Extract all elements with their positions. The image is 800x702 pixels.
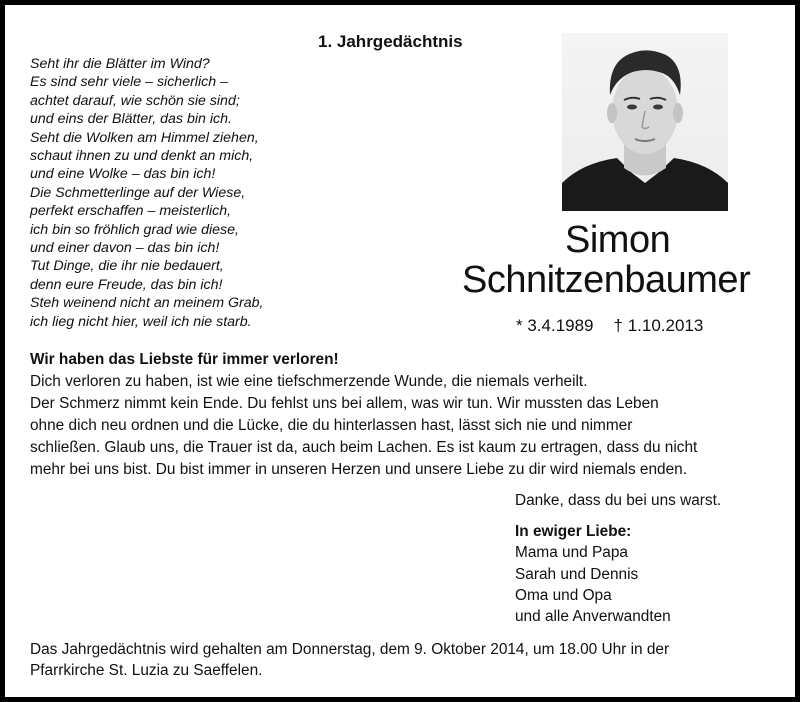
deceased-first-name: Simon — [565, 219, 671, 261]
memorial-service-info — [30, 639, 669, 681]
poem-line: und eins der Blätter, das bin ich. — [30, 111, 232, 128]
signers — [515, 521, 671, 627]
poem-line: Seht die Wolken am Himmel ziehen, — [30, 129, 259, 146]
poem-line: achtet darauf, wie schön sie sind; — [30, 92, 240, 109]
message-line: Der Schmerz nimmt kein Ende. Du fehlst uns bei allem, was wir tun. Wir mussten das Leben — [30, 395, 659, 412]
signers-intro: In ewiger Liebe: — [515, 523, 632, 540]
death-date: † 1.10.2013 — [613, 316, 704, 335]
poem-line: und einer davon – das bin ich! — [30, 240, 220, 257]
deceased-last-name: Schnitzenbaumer — [462, 259, 751, 301]
message-line: schließen. Glaub uns, die Trauer ist da, auch beim Lachen. Es ist kaum zu ertragen, dass du nicht — [30, 439, 698, 456]
signer-name: und alle Anverwandten — [515, 608, 671, 626]
signer-name: Oma und Opa — [515, 586, 612, 604]
thanks-line: Danke, dass du bei uns warst. — [515, 492, 722, 509]
message-line: Dich verloren zu haben, ist wie eine tiefschmerzende Wunde, die niemals verheilt. — [30, 373, 588, 390]
poem-line: schaut ihnen zu und denkt an mich, — [30, 148, 254, 165]
poem-line: Es sind sehr viele – sicherlich – — [30, 74, 228, 91]
portrait-photo — [562, 33, 728, 211]
signer-name: Mama und Papa — [515, 544, 628, 562]
footer-line: Das Jahrgedächtnis wird gehalten am Donnerstag, dem 9. Oktober 2014, um 18.00 Uhr in der — [30, 641, 670, 658]
message-title: Wir haben das Liebste für immer verloren! — [30, 351, 339, 368]
poem-line: ich bin so fröhlich grad wie diese, — [30, 221, 239, 238]
poem-line: Tut Dinge, die ihr nie bedauert, — [30, 258, 224, 275]
poem-line: Steh weinend nicht an meinem Grab, — [30, 295, 264, 312]
poem-line: perfekt erschaffen – meisterlich, — [30, 203, 232, 220]
life-dates — [516, 316, 723, 336]
poem-line: Seht ihr die Blätter im Wind? — [30, 56, 210, 72]
poem-line: Die Schmetterlinge auf der Wiese, — [30, 184, 246, 201]
poem-line: und eine Wolke – das bin ich! — [30, 166, 216, 183]
message-line: mehr bei uns bist. Du bist immer in unseren Herzen und unsere Liebe zu dir wird niemals enden. — [30, 461, 687, 478]
poem-line: denn eure Freude, das bin ich! — [30, 276, 223, 293]
message-line: ohne dich neu ordnen und die Lücke, die du hinterlassen hast, lässt sich nie und nimmer — [30, 417, 633, 434]
poem — [30, 55, 263, 331]
message-body — [30, 371, 780, 481]
poem-line: ich lieg nicht hier, weil ich nie starb. — [30, 313, 252, 330]
footer-line: Pfarrkirche St. Luzia zu Saeffelen. — [30, 662, 263, 679]
birth-date: * 3.4.1989 — [516, 316, 594, 335]
notice-heading: 1. Jahrgedächtnis — [318, 32, 463, 51]
signer-name: Sarah und Dennis — [515, 565, 639, 583]
